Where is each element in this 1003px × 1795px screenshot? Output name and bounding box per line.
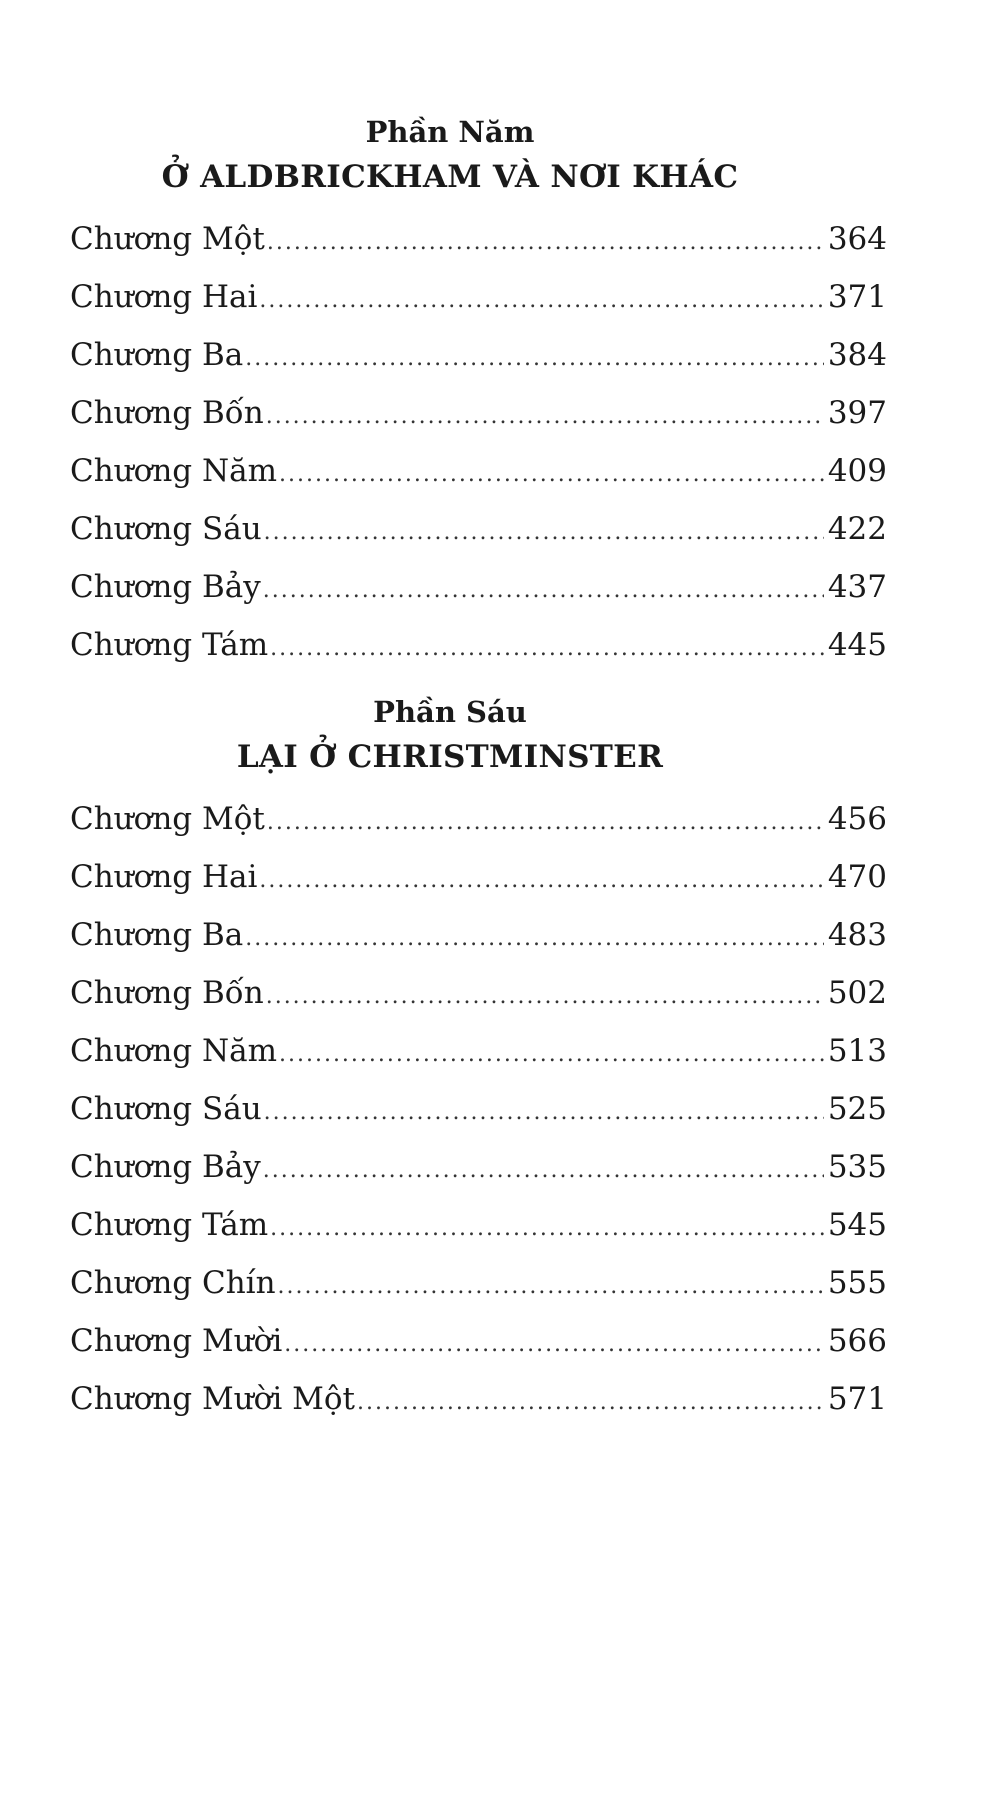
page-number: 513: [827, 1033, 887, 1069]
dot-leader: [266, 968, 824, 1026]
dot-leader: [264, 1084, 824, 1142]
page-number: 437: [827, 569, 887, 605]
toc-entry[interactable]: [70, 268, 887, 326]
dot-leader: [279, 446, 824, 504]
chapter-name: Chương Hai: [70, 859, 258, 895]
dot-leader: [259, 272, 823, 330]
toc-entry[interactable]: [70, 1254, 887, 1312]
part-5-title: Ở ALDBRICKHAM VÀ NƠI KHÁC: [161, 159, 739, 195]
chapter-name: Chương Bảy: [70, 569, 261, 605]
dot-leader: [245, 910, 824, 968]
toc-entry[interactable]: [70, 906, 887, 964]
toc-entry[interactable]: [70, 616, 887, 674]
page-number: 409: [827, 453, 887, 489]
chapter-name: Chương Chín: [70, 1265, 276, 1301]
chapter-name: Chương Tám: [70, 627, 269, 663]
toc-entry[interactable]: [70, 1138, 887, 1196]
page-number: 384: [827, 337, 887, 373]
part-6-chapter-list: [70, 790, 887, 1428]
dot-leader: [270, 1200, 824, 1258]
chapter-name: Chương Sáu: [70, 1091, 262, 1127]
toc-entry[interactable]: [70, 1312, 887, 1370]
toc-entry[interactable]: [70, 1080, 887, 1138]
page-number: 502: [827, 975, 887, 1011]
toc-entry[interactable]: [70, 442, 887, 500]
page-number: 535: [827, 1149, 887, 1185]
chapter-name: Chương Hai: [70, 279, 258, 315]
dot-leader: [284, 1316, 824, 1374]
page-number: 456: [827, 801, 887, 837]
part-6-title: LẠI Ở CHRISTMINSTER: [236, 739, 664, 775]
page-number: 525: [827, 1091, 887, 1127]
page-number: 566: [827, 1323, 887, 1359]
dot-leader: [279, 1026, 824, 1084]
chapter-name: Chương Tám: [70, 1207, 269, 1243]
chapter-name: Chương Bốn: [70, 395, 264, 431]
chapter-name: Chương Ba: [70, 337, 244, 373]
toc-entry[interactable]: [70, 848, 887, 906]
dot-leader: [357, 1374, 824, 1432]
chapter-name: Chương Một: [70, 801, 265, 837]
toc-entry[interactable]: [70, 500, 887, 558]
toc-entry[interactable]: [70, 1022, 887, 1080]
page-number: 545: [827, 1207, 887, 1243]
chapter-name: Chương Bốn: [70, 975, 264, 1011]
part-6-label: Phần Sáu: [373, 695, 527, 729]
dot-leader: [259, 852, 823, 910]
part-5-chapter-list: [70, 210, 887, 674]
page-number: 422: [827, 511, 887, 547]
chapter-name: Chương Mười Một: [70, 1381, 355, 1417]
page-number: 371: [827, 279, 887, 315]
page-number: 571: [827, 1381, 887, 1417]
chapter-name: Chương Năm: [70, 453, 277, 489]
toc-entry[interactable]: [70, 1370, 887, 1428]
toc-entry[interactable]: [70, 326, 887, 384]
dot-leader: [245, 330, 824, 388]
page-number: 555: [827, 1265, 887, 1301]
chapter-name: Chương Năm: [70, 1033, 277, 1069]
chapter-name: Chương Bảy: [70, 1149, 261, 1185]
part-5-label: Phần Năm: [365, 115, 535, 149]
dot-leader: [270, 620, 824, 678]
dot-leader: [263, 1142, 824, 1200]
chapter-name: Chương Ba: [70, 917, 244, 953]
toc-entry[interactable]: [70, 790, 887, 848]
page-number: 470: [827, 859, 887, 895]
page-number: 483: [827, 917, 887, 953]
dot-leader: [263, 562, 824, 620]
chapter-name: Chương Sáu: [70, 511, 262, 547]
page-number: 445: [827, 627, 887, 663]
chapter-name: Chương Mười: [70, 1323, 283, 1359]
toc-entry[interactable]: [70, 964, 887, 1022]
toc-entry[interactable]: [70, 384, 887, 442]
toc-entry[interactable]: [70, 210, 887, 268]
dot-leader: [266, 388, 824, 446]
toc-entry[interactable]: [70, 558, 887, 616]
dot-leader: [264, 504, 824, 562]
dot-leader: [278, 1258, 824, 1316]
toc-entry[interactable]: [70, 1196, 887, 1254]
dot-leader: [267, 214, 824, 272]
dot-leader: [267, 794, 824, 852]
page-number: 397: [827, 395, 887, 431]
page-number: 364: [827, 221, 887, 257]
chapter-name: Chương Một: [70, 221, 265, 257]
